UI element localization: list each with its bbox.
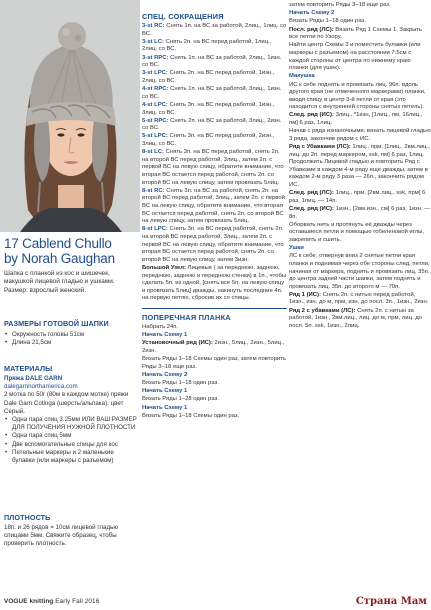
sizes-heading: РАЗМЕРЫ ГОТОВОЙ ШАПКИ	[4, 319, 109, 328]
yarn-website: dalegarnnorthamerica.com	[4, 383, 78, 391]
abbr-item: 3-st LC: Снять 2п. на ВС перед работой, 1лиц., 2лиц. со ВС.	[142, 38, 272, 53]
abbr-list	[142, 23, 287, 303]
row-instruction: След. ряд (ЛС): 1лиц., прм, [2вм.лиц., ssk, прм] 6 раз, 1лиц. — 14п.	[289, 190, 426, 204]
earflaps-heading: Ушки	[289, 245, 304, 252]
left-column	[0, 0, 140, 596]
crown-heading: Макушка	[289, 73, 315, 80]
right-column	[289, 2, 431, 331]
pattern-title-line1: 17 Cablend Chullo	[4, 236, 112, 251]
marker-instruction: Найти центр Схемы 3 и поместить булавки (или маркеры с разъемом) на расстоянии 7.5см с каждой стороны от центра по нижнему краю планки (для ушек).	[289, 42, 421, 72]
finishing-instruction: Оборвать нить и протянуть её дважды через оставшиеся петли и помощью гобеленовой иглы, закрепить и сшить.	[289, 221, 425, 243]
setup-row: Установочный ряд (ИС): 2изн., 5лиц., 2изн., 5лиц., 2изн.	[142, 340, 285, 354]
footer	[4, 598, 99, 605]
site-watermark: Страна Мам	[355, 596, 427, 607]
chart-start: Начать Схему 2	[289, 10, 335, 17]
material-item: • Одна пара спиц 3.25мм ИЛИ ВАШ РАЗМЕР ДЛЯ ПОЛУЧЕНИЯ НУЖНОЙ ПЛОТНОСТИ	[4, 416, 138, 432]
last-row: Посл. ряд (ЛС): Вязать Ряд 1 Схемы 1. Закрыть все петли по Узору.	[289, 26, 423, 41]
middle-column	[142, 12, 287, 421]
abbr-item: 8-st RC: Снять 3п. на ВС за работой, снять 2п. на второй ВС перед работой, 3лиц., затем 2п. с первой ВС на левую спицу, обратите внимание, что вторая ВС остается перед работой, снять 2п. со второй ВС на левую спицу, затем провязать 5лиц.	[142, 187, 285, 225]
abbr-item: 3-st RPC: Снять 1п. на ВС за работой, 2лиц., 1изн. со ВС.	[142, 54, 282, 69]
chart-start: Начать Схему 1	[142, 388, 188, 395]
abbr-item: 3-st LPC: Снять 2п. на ВС перед работой, 1изн., 2лиц. со ВС.	[142, 70, 275, 84]
bobble-item: Большой Узел: Лицевые ( за переднюю, заднюю, переднюю, заднюю и переднюю стенки) в 1п., чтобы сделать 5п. из одной, [снять все 5п. на левую спицу и провязать 5лиц] дважды, накинуть последние 4п. на первую петлю, сбросив их со спицы.	[142, 264, 287, 302]
model-wearing-hat-image	[0, 0, 140, 232]
row-instruction: След. ряд (ИС): 3лиц., *1изн, [1лиц., пм, 16лиц., пм] 6 раз, 1лиц.	[289, 112, 423, 127]
row-instruction: Ряд 2 с убавками (ЛС): Снять 2п. с нитью за работой, 1изн., 2вм.лиц., лиц. до м, прм, лиц. до посл. 5п. ssk, 1изн., 2лиц.	[289, 307, 422, 329]
abbr-item: 5-st LPC: Снять 3п. на ВС перед работой, 2изн., 3лиц. со ВС.	[142, 133, 275, 148]
abbr-heading: СПЕЦ. СОКРАЩЕНИЯ	[142, 12, 224, 21]
decrease-row: Ряд с Убавками (ЛС): 1лиц., прм, [1лиц., 2вм.лиц., лиц. до 2п. перед маркером, ssk, пм] 6 раз, 1лиц. Продолжить Лицевой гладью и повторить Ряд с Убавками в каждом 4-м ряду еще дважды, затем в каждом 2-м ряду 3 раза — 26п., закончить рядом ИС.	[289, 144, 430, 188]
pattern-title	[4, 236, 140, 266]
size-item: • Окружность головы 51см	[4, 331, 138, 339]
crown-instruction: ИС к себе поднять и провязать лиц. 96п. вдоль другого края (не отмеченного маркерами) планки, вводя спицу в центр 3-й петли от края (это находится с внутренней стороны снятых петель).	[289, 81, 426, 111]
band-heading: ПОПЕРЕЧНАЯ ПЛАНКА	[142, 312, 231, 322]
gauge-text: 18п. и 26 рядов = 10см лицевой гладью спицами 5мм. Свяжите образец, чтобы проверить плотность.	[4, 524, 118, 548]
abbr-item: 5-st RPC: Снять 2п. на ВС за работой, 3лиц., 2изн. со ВС.	[142, 117, 282, 132]
chart-start: Начать Схему 1	[142, 404, 188, 411]
issue-name: Early Fall 2016	[55, 598, 100, 605]
material-item: • Две вспомогательные спицы для кос	[4, 441, 138, 449]
row-instruction: Вязать Ряды 1–18 один раз.	[142, 380, 219, 387]
band-continued	[289, 2, 431, 330]
row-instruction: Начав с ряда изнаночными, вязать лицевой гладью 3 ряда, закончив рядом с ИС.	[289, 128, 431, 142]
row-instruction: Вязать Ряды 1–18 Схемы один раз,	[142, 412, 240, 419]
size-item: • Длина 21,5см	[4, 339, 138, 347]
yarn-amount: 2 мотка по 50г (80м в каждом мотке) пряжи Dale Garn Cotinga (шерсть/альпака), цвет Серый.	[4, 391, 129, 415]
pattern-title-line2: by Norah Gaughan	[4, 251, 115, 266]
abbr-item: 3-st RC: Снять 1п. на ВС за работой, 2лиц., 1лиц. со ВС.	[142, 23, 287, 37]
materials-heading: МАТЕРИАЛЫ	[4, 364, 53, 373]
row-instruction: затем повторить Ряды 3–18 еще раз.	[289, 2, 391, 8]
gauge-heading: ПЛОТНОСТЬ	[4, 513, 51, 522]
chart-start: Начать Схему 1	[142, 332, 188, 339]
abbr-item: 4-st LPC: Снять 3п. на ВС перед работой, 1изн., 3лиц. со ВС.	[142, 101, 275, 116]
row-instruction: Ряд 1 (ИС): Снять 2п. с нитью перед работой, 1изн., изн. до м, прм, изн. до посл. 3п., 1изн., 2изн.	[289, 291, 429, 306]
row-instruction: Вязать Ряды 1–18 Схемы один раз, затем повторить Ряды 3–18 еще раз.	[142, 356, 286, 370]
materials-block	[4, 375, 138, 465]
material-item: • Петельные маркеры и 2 маленькие булавки (или маркеры с разъемом)	[4, 449, 138, 465]
pattern-intro: Шапка с планкой из кос и шишечек, макушкой лицевой гладью и ушками. Размер: взрослый женский.	[4, 270, 115, 294]
material-item: • Одна пара спиц 5мм	[4, 432, 138, 440]
magazine-name: VOGUE knitting	[4, 598, 54, 605]
abbr-item: 8-st LPC: Снять 3п. на ВС перед работой, снять 2п. на второй ВС перед работой, 3лиц., затем 2п. с первой ВС на левую спицу, обратите внимание, что вторая ВС остается перед работой, снять 2п. со второй ВС на левую спицу, затем 3изн.	[142, 226, 284, 263]
band-instructions	[142, 324, 287, 420]
row-instruction: Вязать Ряды 1–18 один раз.	[289, 18, 366, 25]
abbr-item: 8-st LC: Снять 3п. на ВС перед работой, снять 2п. на второй ВС перед работой, 3лиц., затем 2п. с первой ВС на левую спицу, обратите внимание, что вторая ВС остается перед работой, снять 2п. со второй ВС на левую спицу, затем провязать 5лиц.	[142, 149, 284, 186]
sizes-list	[4, 331, 138, 347]
earflaps-instruction: ЛС к себе, отвернув вниз 2 снятые петли края планки и поднимая через обе стороны след. петли, начиная от маркера, поднять и провязать лиц. 35п. до центра задней части шапки, затем поднять и провязать лиц. 35п. до второго м — 70п.	[289, 253, 430, 290]
hat-photo	[0, 0, 140, 232]
chart-start: Начать Схему 2	[142, 371, 188, 378]
row-instruction: След. ряд (ИС): 1изн., [2вм.изн., см] 6 раз, 1изн. — 8п.	[289, 205, 431, 220]
row-instruction: Вязать Ряды 1–28 один раз.	[142, 396, 219, 403]
section-divider	[142, 308, 287, 309]
cast-on: Набрать 24п.	[142, 323, 179, 330]
yarn-name: Пряжа DALE GARN	[4, 375, 63, 382]
abbr-item: 4-st RPC: Снять 1п. на ВС за работой, 3лиц., 1изн. со ВС.	[142, 86, 282, 100]
